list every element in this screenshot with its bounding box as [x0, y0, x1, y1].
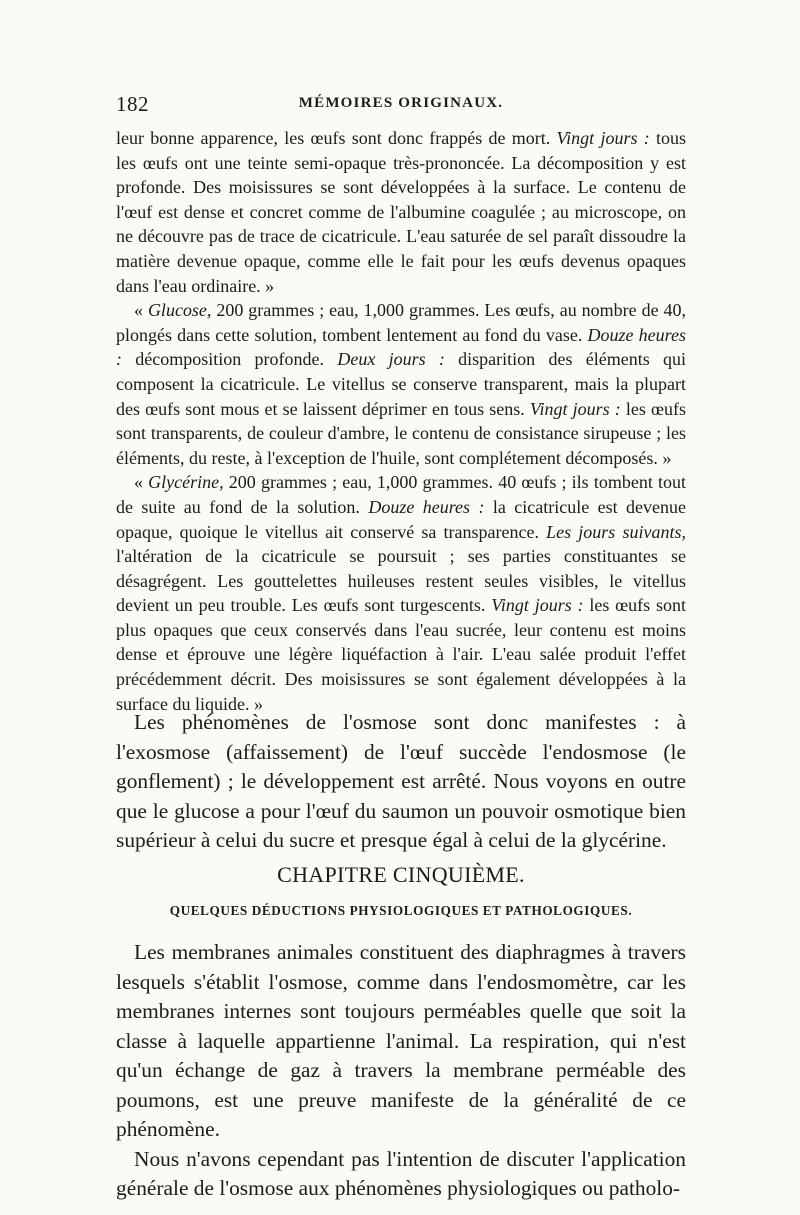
chapter-subtitle: QUELQUES DÉDUCTIONS PHYSIOLOGIQUES ET PATHOLOGIQUES.: [169, 903, 633, 918]
running-title: MÉMOIRES ORIGINAUX.: [298, 95, 504, 111]
quoted-observations: [116, 126, 686, 716]
chapter-paragraph-1: Les membranes animales constituent des diaphragmes à travers lesquels s'établit l'osmose, comme dans l'endosmomètre, car les membranes internes sont toujours perméables quelle que soit la classe à laquelle appartienne l'animal. La respiration, qui n'est qu'un échange de gaz à travers la membrane perméable des poumons, est une preuve manifeste de la généralité de ce phénomène.: [116, 940, 686, 1141]
chapter-body: [116, 938, 686, 1204]
observation-paragraph-glucose: « Glucose, 200 grammes ; eau, 1,000 grammes. Les œufs, au nombre de 40, plongés dans cette solution, tombent lentement au fond du vase. Douze heures : décomposition profonde. Deux jours : disparition des éléments qui composent la cicatricule. Le vitellus se conserve transparent, mais la plupart des œufs sont mous et se laissent déprimer en tous sens. Vingt jours : les œufs sont transparents, de couleur d'ambre, le contenu de consistance sirupeuse ; les éléments, du reste, à l'exception de l'huile, sont complétement décomposés. »: [116, 300, 687, 468]
conclusion-paragraph: Les phénomènes de l'osmose sont donc manifestes : à l'exosmose (affaissement) de l'œuf succède l'endosmose (le gonflement) ; le développement est arrêté. Nous voyons en outre que le glucose a pour l'œuf du saumon un pouvoir osmotique bien supérieur à celui du sucre et presque égal à celui de la glycérine.: [116, 710, 686, 852]
observation-paragraph-glycerine: « Glycérine, 200 grammes ; eau, 1,000 grammes. 40 œufs ; ils tombent tout de suite au fond de la solution. Douze heures : la cicatricule est devenue opaque, quoique le vitellus ait conservé sa transparence. Les jours suivants, l'altération de la cicatricule se poursuit ; ses parties constituantes se désagrégent. Les gouttelettes huileuses restent seules visibles, le vitellus devient un peu trouble. Les œufs sont turgescents. Vingt jours : les œufs sont plus opaques que ceux conservés dans l'eau sucrée, leur contenu est moins dense et éprouve une légère liquéfaction à l'air. L'eau salée produit l'effet précédemment décrit. Des moisissures se sont également développées à la surface du liquide. »: [116, 472, 687, 714]
page-number: 182: [116, 92, 149, 116]
running-head: [116, 92, 686, 116]
chapter-paragraph-2: Nous n'avons cependant pas l'intention de discuter l'application générale de l'osmose aux phénomènes physiologiques ou patholo-: [116, 1146, 686, 1200]
chapter-title: CHAPITRE CINQUIÈME.: [277, 862, 525, 887]
conclusion-text: [116, 708, 686, 856]
observation-paragraph-1: leur bonne apparence, les œufs sont donc frappés de mort. Vingt jours : tous les œufs ont une teinte semi-opaque très-prononcée. La décomposition y est profonde. Des moisissures se sont développées à la surface. Le contenu de l'œuf est dense et concret comme de l'albumine coagulée ; au microscope, on ne découvre pas de trace de cicatricule. L'eau saturée de sel paraît dissoudre la matière devenue opaque, comme elle le fait pour les œufs devenus opaques dans l'eau ordinaire. »: [116, 128, 686, 296]
